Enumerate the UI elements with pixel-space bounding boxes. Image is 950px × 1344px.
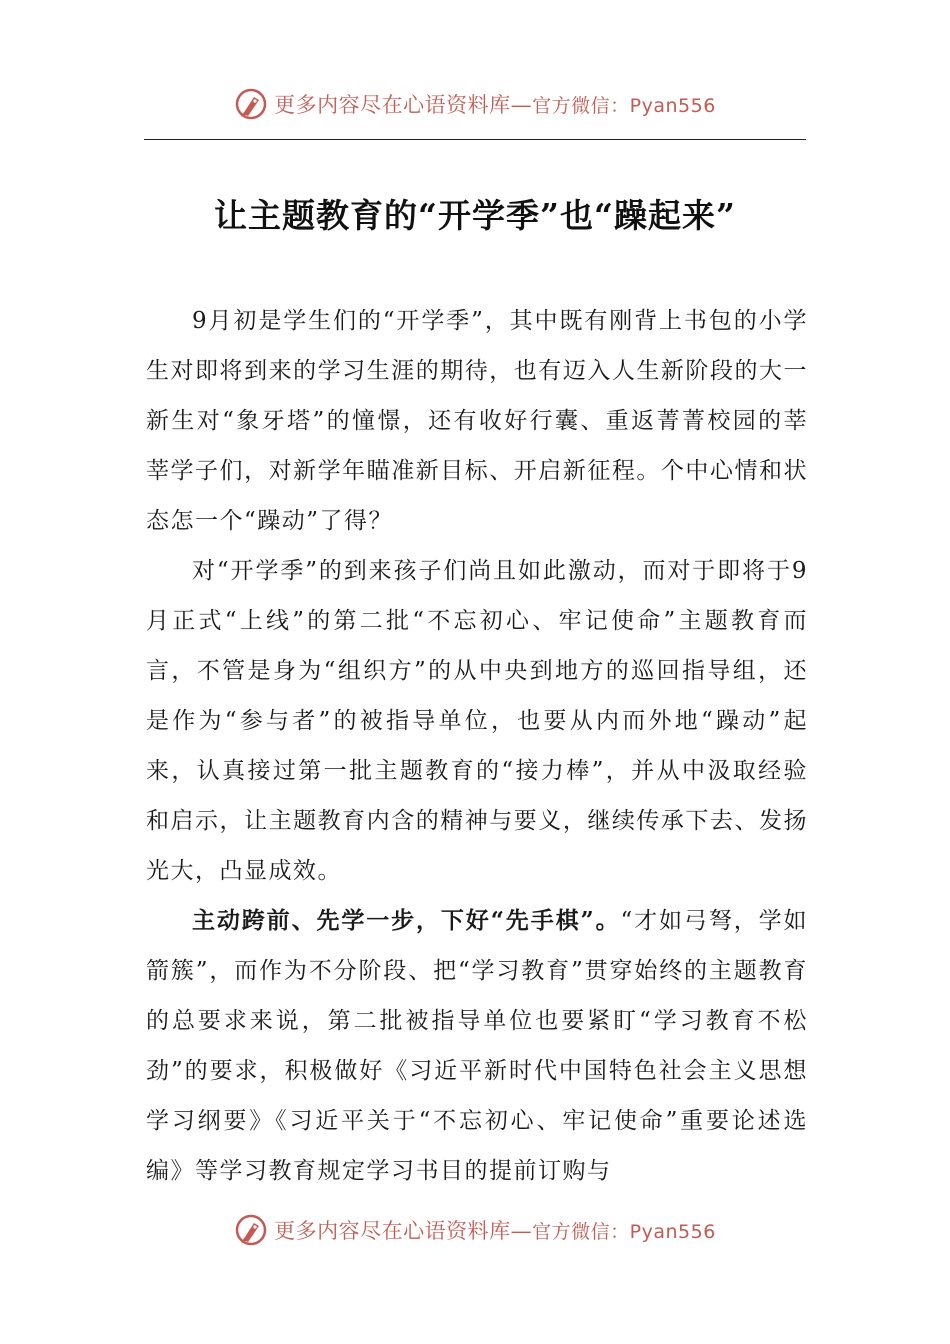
header-divider <box>144 139 806 140</box>
document-body <box>146 296 808 1196</box>
paragraph-text: 对“开学季”的到来孩子们尚且如此激动，而对于即将于9月正式“上线”的第二批“不忘初心、牢记使命”主题教育而言，不管是身为“组织方”的从中央到地方的巡回指导组，还是作为“参与者”的被指导单位，也要从内而外地“躁动”起来，认真接过第一批主题教育的“接力棒”，并从中汲取经验和启示，让主题教育内含的精神与要义，继续传承下去、发扬光大，凸显成效。 <box>146 558 808 884</box>
document-title: 让主题教育的“开学季”也“躁起来” <box>214 196 736 235</box>
pen-nib-circle-icon <box>234 87 268 121</box>
paragraph-3 <box>146 896 808 1196</box>
paragraph-text: 9月初是学生们的“开学季”，其中既有刚背上书包的小学生对即将到来的学习生涯的期待，也有迈入人生新阶段的大一新生对“象牙塔”的憧憬，还有收好行囊、重返菁菁校园的莘莘学子们，对新学年瞄准新目标、开启新征程。个中心情和状态怎一个“躁动”了得？ <box>146 308 808 534</box>
paragraph-1 <box>146 296 808 546</box>
paragraph-text: “才如弓弩，学如箭簇”，而作为不分阶段、把“学习教育”贯穿始终的主题教育的总要求来说，第二批被指导单位也要紧盯“学习教育不松劲”的要求，积极做好《习近平新时代中国特色社会主义思想学习纲要》《习近平关于“不忘初心、牢记使命”重要论述选编》等学习教育规定学习书目的提前订购与 <box>146 908 808 1184</box>
footer-banner <box>0 1210 950 1250</box>
header-banner-text: 更多内容尽在心语资料库—官方微信：Pyan556 <box>274 93 716 117</box>
header-banner <box>0 84 950 124</box>
paragraph-lead: 主动跨前、先学一步，下好“先手棋”。 <box>192 907 621 934</box>
paragraph-2 <box>146 546 808 896</box>
footer-banner-text: 更多内容尽在心语资料库—官方微信：Pyan556 <box>274 1219 716 1243</box>
pen-nib-circle-icon <box>234 1213 268 1247</box>
